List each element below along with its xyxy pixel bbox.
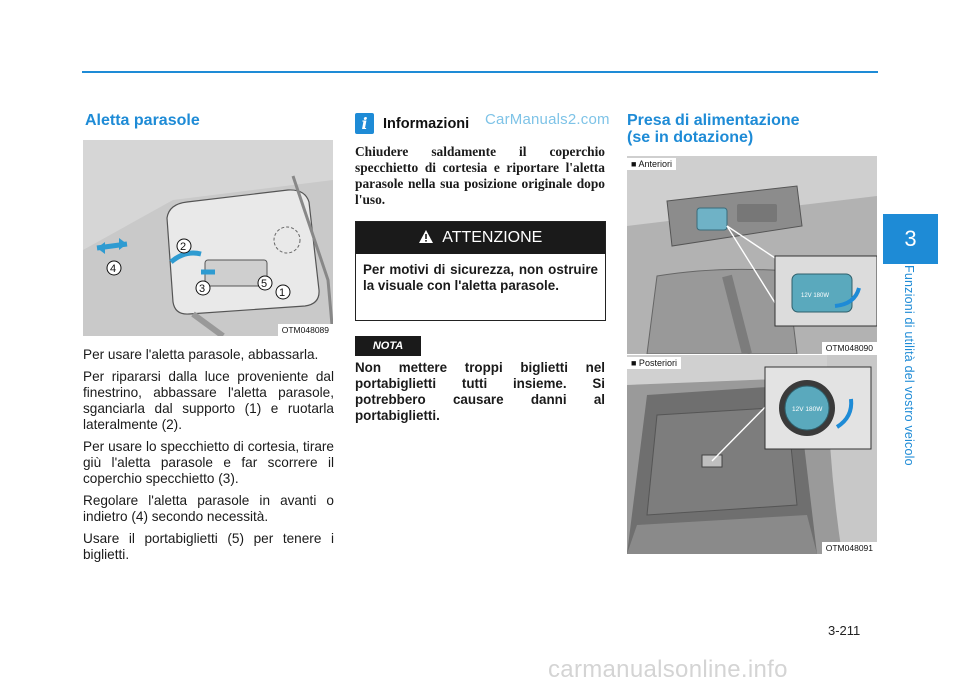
page-number: 3-211 <box>828 623 861 638</box>
paragraph: Per usare lo specchietto di cortesia, tirare giù l'aletta parasole e far scorrere il coperchio specchietto (3). <box>83 439 334 486</box>
rear-label: ■ Posteriori <box>627 357 681 369</box>
rear-outlet-illustration <box>627 355 877 554</box>
callout-5: 5 <box>261 278 268 290</box>
front-socket-text: 12V 180W <box>801 293 830 299</box>
front-outlet-illustration <box>627 156 877 354</box>
warning-title: ATTENZIONE <box>442 229 543 246</box>
note-label: NOTA <box>355 336 421 356</box>
info-title: Informazioni <box>383 116 470 132</box>
callout-2: 2 <box>180 241 187 253</box>
chapter-number: 3 <box>904 226 917 251</box>
paragraph: Per usare l'aletta parasole, abbassarla. <box>83 347 319 362</box>
power-outlet-heading-line1: Presa di alimentazione <box>627 112 800 129</box>
sun-visor-illustration <box>83 140 333 336</box>
header-rule <box>82 71 878 73</box>
power-outlet-heading <box>627 112 800 146</box>
warning-box <box>355 221 606 321</box>
rear-caption: OTM048091 <box>822 542 877 554</box>
power-outlet-heading-line2: (se in dotazione) <box>627 129 754 146</box>
footer-watermark: carmanualsonline.info <box>548 656 788 683</box>
front-label: ■ Anteriori <box>627 158 676 170</box>
info-icon: i <box>355 113 374 134</box>
info-text: Chiudere saldamente il coperchio specchietto di cortesia e riportare l'aletta parasole nella sua posizione originale dopo l'uso. <box>355 144 605 207</box>
sun-visor-instructions <box>83 347 334 569</box>
warning-triangle-icon <box>419 229 443 246</box>
watermark-text: CarManuals2.com <box>485 111 610 128</box>
rear-outlet-drawing <box>627 355 877 554</box>
front-outlet-drawing <box>627 156 877 354</box>
sun-visor-heading: Aletta parasole <box>85 112 200 129</box>
chapter-title: Funzioni di utilità del vostro veicolo <box>902 265 916 466</box>
chapter-tab <box>883 214 938 264</box>
note-text: Non mettere troppi biglietti nel portabiglietti tutti insieme. Si potrebbero causare danni al portabiglietti. <box>355 360 605 423</box>
paragraph: Regolare l'aletta parasole in avanti o indietro (4) secondo necessità. <box>83 493 334 524</box>
info-header <box>355 111 615 137</box>
callout-1: 1 <box>279 287 286 299</box>
callout-4: 4 <box>110 263 117 275</box>
paragraph: Per ripararsi dalla luce proveniente dal finestrino, abbassare l'aletta parasole, sganciarla dal supporto (1) e ruotarla lateralmente (2). <box>83 369 334 432</box>
callout-3: 3 <box>199 283 206 295</box>
sun-visor-drawing <box>83 140 333 336</box>
warning-text: Per motivi di sicurezza, non ostruire la visuale con l'aletta parasole. <box>363 262 598 293</box>
warning-header <box>356 222 605 254</box>
sun-visor-caption: OTM048089 <box>278 324 333 336</box>
paragraph: Usare il portabiglietti (5) per tenere i biglietti. <box>83 531 334 562</box>
front-caption: OTM048090 <box>822 342 877 354</box>
rear-socket-text: 12V 180W <box>792 406 823 413</box>
